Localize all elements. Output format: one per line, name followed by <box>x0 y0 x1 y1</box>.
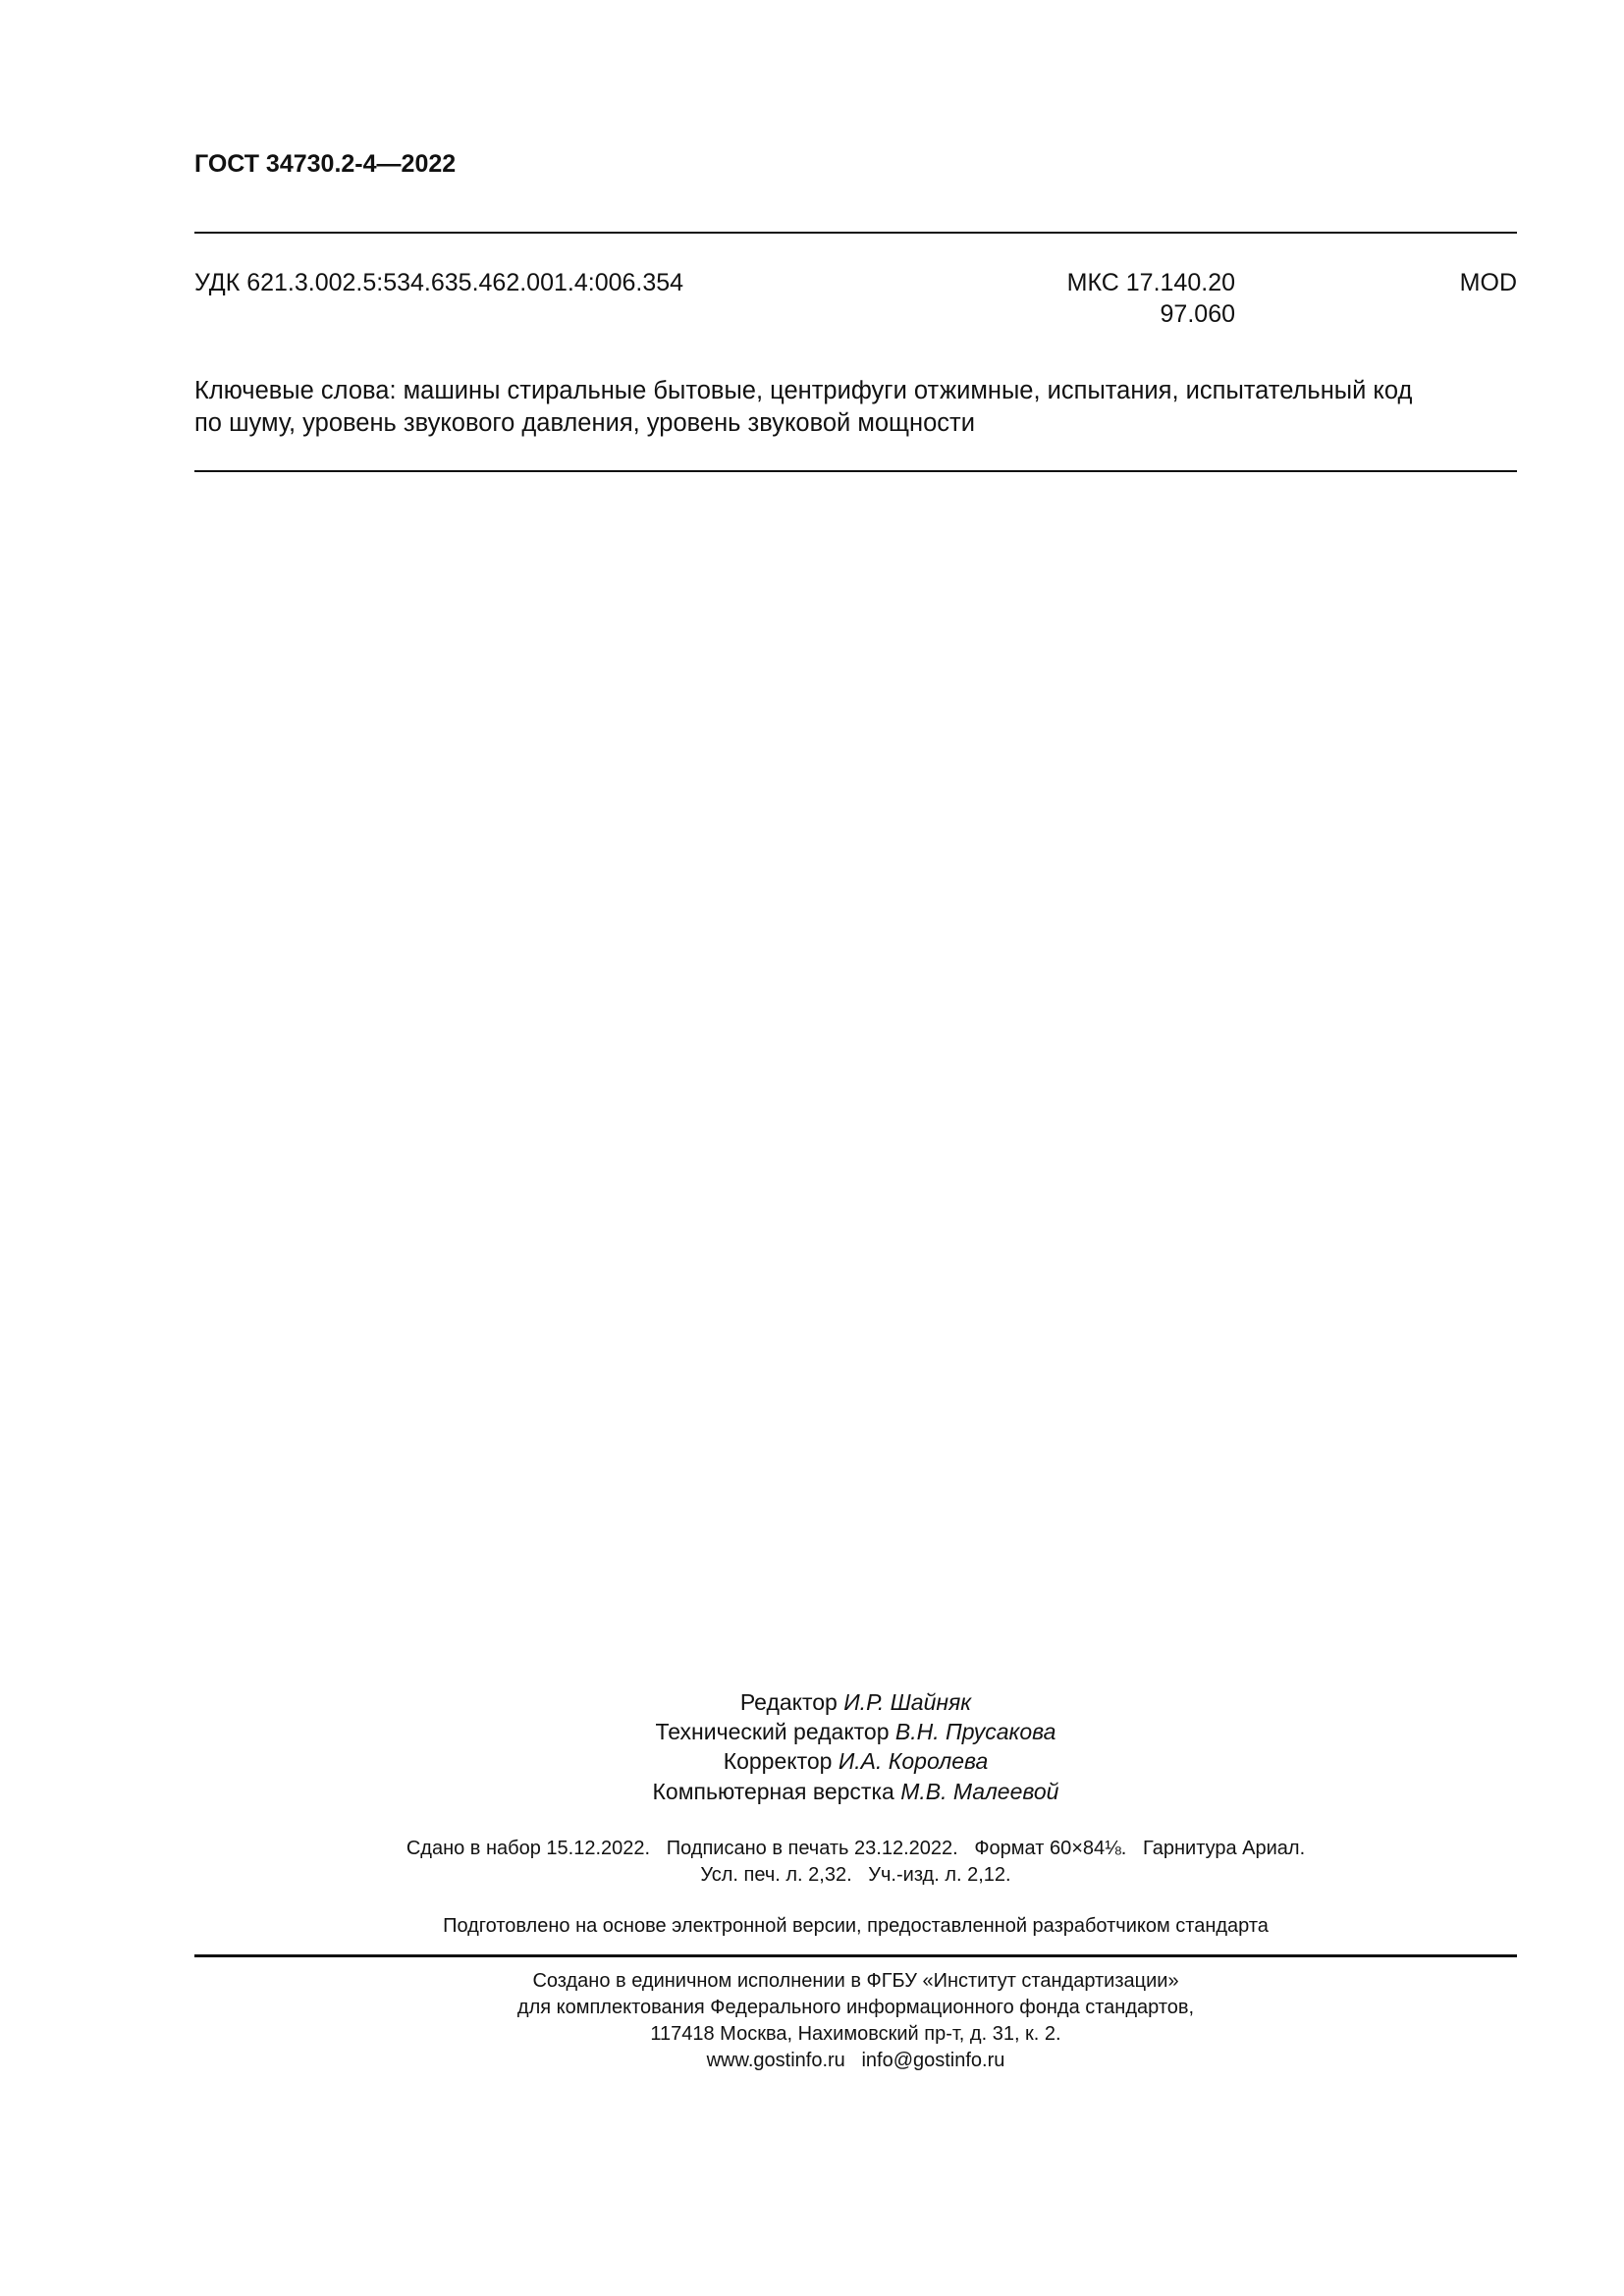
publisher-contacts <box>194 2050 1517 2072</box>
divider <box>194 232 1517 234</box>
credit-role: Технический редактор <box>655 1719 890 1744</box>
imprint-line-2: Усл. печ. л. 2,32. Уч.-изд. л. 2,12. <box>700 1864 1011 1886</box>
credit-editor <box>194 1689 1517 1716</box>
credit-role: Редактор <box>739 1689 838 1715</box>
credit-tech-editor <box>194 1719 1517 1745</box>
prepared-note: Подготовлено на основе электронной версии, предоставленной разработчиком стандарта <box>443 1915 1269 1937</box>
imprint-line-1: Сдано в набор 15.12.2022. Подписано в печать 23.12.2022. Формат 60×84⅛. Гарнитура Ариал. <box>406 1838 1306 1859</box>
credit-name: М.В. Малеевой <box>900 1779 1059 1804</box>
credit-role: Корректор <box>723 1748 833 1774</box>
divider <box>194 1954 1517 1957</box>
publisher-line-2: для комплектования Федерального информационного фонда стандартов, <box>516 1997 1195 2018</box>
email-link[interactable]: info@gostinfo.ru <box>861 2050 1005 2071</box>
publisher-address: 117418 Москва, Нахимовский пр-т, д. 31, к. 2. <box>650 2023 1061 2045</box>
credit-name: И.Р. Шайняк <box>843 1689 972 1715</box>
publisher-line-1: Создано в единичном исполнении в ФГБУ «Институт стандартизации» <box>532 1970 1179 1992</box>
mks-code-1: МКС 17.140.20 <box>1066 269 1235 296</box>
credit-name: И.А. Королева <box>838 1748 989 1774</box>
credit-name: В.Н. Прусакова <box>894 1719 1056 1744</box>
keywords-line-2: по шуму, уровень звукового давления, уровень звуковой мощности <box>194 409 975 437</box>
udk-code: УДК 621.3.002.5:534.635.462.001.4:006.354 <box>194 269 684 296</box>
mks-code-2: 97.060 <box>1160 300 1235 328</box>
standard-number: ГОСТ 34730.2-4—2022 <box>194 150 457 178</box>
mod-label: MOD <box>1459 269 1517 296</box>
divider <box>194 470 1517 472</box>
credit-role: Компьютерная верстка <box>652 1779 894 1804</box>
keywords-line-1: Ключевые слова: машины стиральные бытовые, центрифуги отжимные, испытания, испытательный код <box>194 377 1413 404</box>
website-link[interactable]: www.gostinfo.ru <box>706 2050 845 2071</box>
credit-layout <box>194 1779 1517 1805</box>
credit-corrector <box>194 1748 1517 1775</box>
